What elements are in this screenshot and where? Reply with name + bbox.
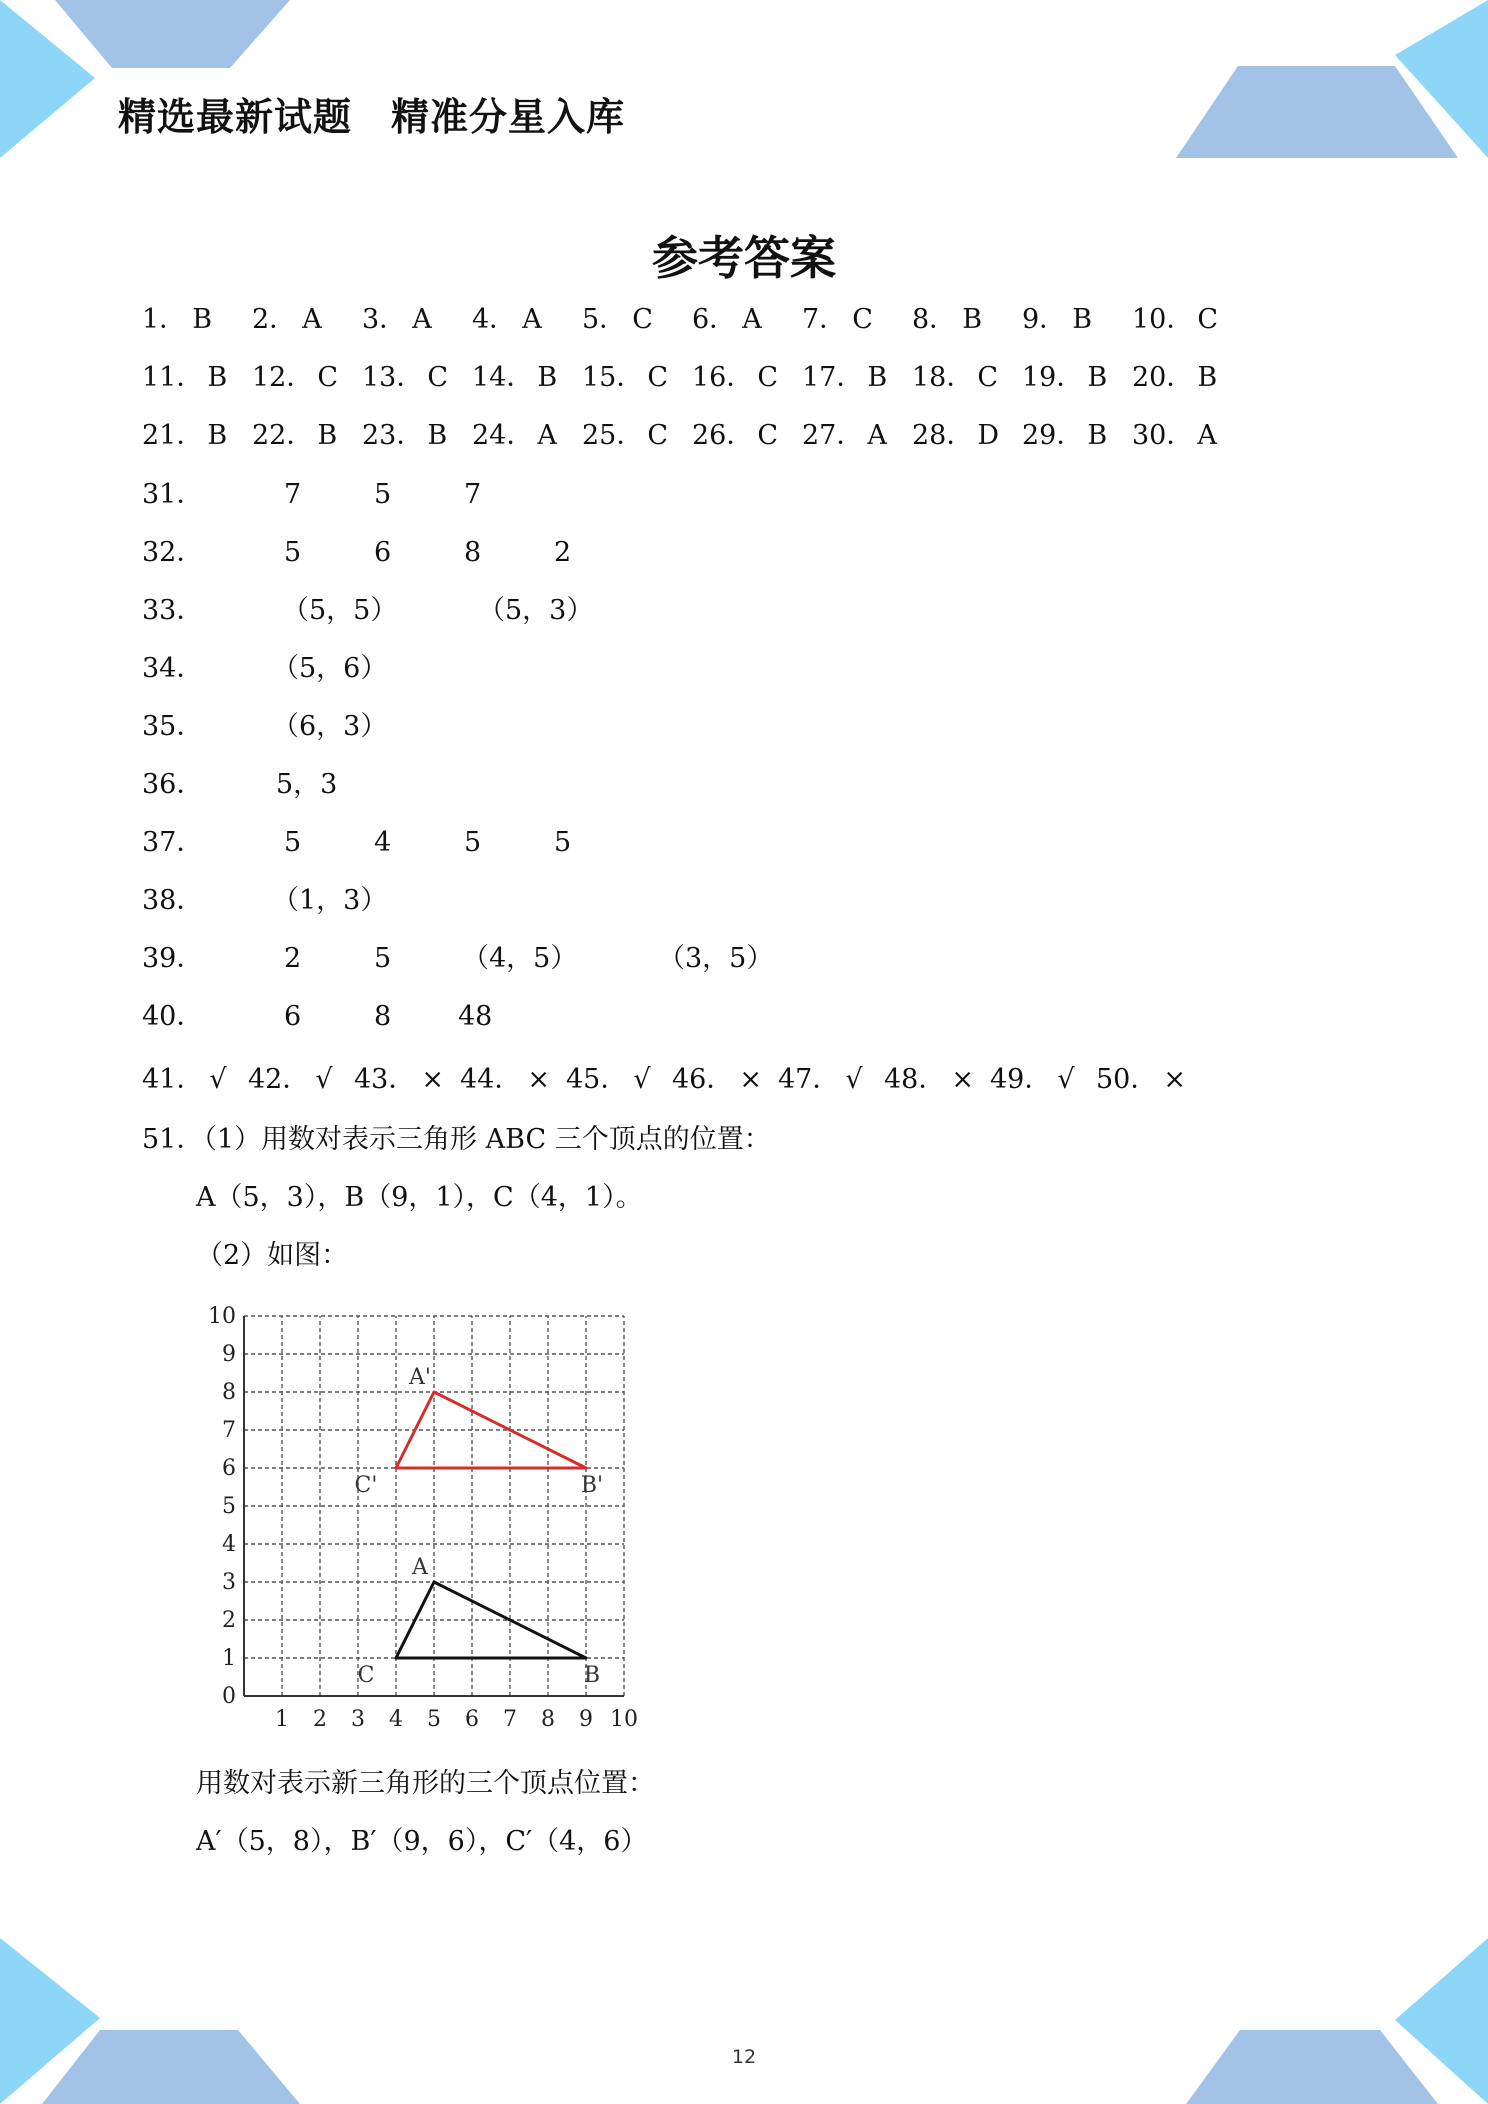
answer-value: （4，5） bbox=[462, 943, 578, 974]
y-tick-label: 9 bbox=[222, 1342, 236, 1367]
y-tick-label: 8 bbox=[222, 1380, 236, 1405]
q51-line3: （2）如图： bbox=[196, 1240, 349, 1271]
answer-value: 5 bbox=[554, 827, 572, 858]
question-number: 42． bbox=[248, 1064, 310, 1095]
answer-value: C bbox=[757, 362, 779, 393]
question-number: 23． bbox=[362, 420, 424, 451]
answer-value: 5 bbox=[284, 537, 302, 568]
answer-item bbox=[1022, 358, 1107, 398]
answer-value: × bbox=[739, 1064, 762, 1095]
question-number: 17． bbox=[802, 362, 864, 393]
question-number: 6． bbox=[692, 304, 737, 335]
question-number: 38． bbox=[142, 885, 204, 916]
answer-value: 4 bbox=[374, 827, 392, 858]
answer-item bbox=[672, 1060, 762, 1100]
answer-item bbox=[582, 300, 653, 340]
answer-value: √ bbox=[315, 1064, 333, 1095]
vertex-label: A' bbox=[409, 1365, 431, 1390]
answer-value: 5 bbox=[374, 943, 392, 974]
coordinate-grid-figure bbox=[200, 1298, 660, 1738]
answer-value: 5 bbox=[464, 827, 482, 858]
question-number: 11． bbox=[142, 362, 204, 393]
answer-item bbox=[1132, 416, 1217, 456]
answer-value: A bbox=[522, 304, 542, 335]
fill-row bbox=[142, 881, 942, 921]
answer-value: C bbox=[632, 304, 653, 335]
answer-value: B bbox=[1087, 420, 1108, 451]
answer-item bbox=[142, 300, 212, 340]
question-number: 43． bbox=[354, 1064, 416, 1095]
answer-item bbox=[472, 300, 542, 340]
question-number: 41． bbox=[142, 1064, 204, 1095]
answer-item bbox=[1132, 300, 1218, 340]
answer-value: A bbox=[537, 420, 557, 451]
answer-value: C bbox=[977, 362, 999, 393]
question-number: 47． bbox=[778, 1064, 840, 1095]
question-number: 49． bbox=[990, 1064, 1052, 1095]
answer-value: 7 bbox=[284, 479, 302, 510]
fill-row bbox=[142, 765, 942, 805]
fill-row bbox=[142, 939, 942, 979]
answer-item bbox=[692, 358, 778, 398]
answer-value: D bbox=[977, 420, 1000, 451]
y-tick-label: 3 bbox=[222, 1570, 236, 1595]
q51-line2: A（5，3），B（9，1），C（4，1）。 bbox=[196, 1182, 643, 1213]
answer-value: A bbox=[1197, 420, 1217, 451]
answer-item bbox=[142, 416, 227, 456]
fill-row bbox=[142, 997, 942, 1037]
answer-value: 5 bbox=[374, 479, 392, 510]
question-number: 31． bbox=[142, 479, 204, 510]
answer-value: （3，5） bbox=[658, 943, 774, 974]
answer-item bbox=[142, 358, 227, 398]
answer-value: （1，3） bbox=[272, 885, 388, 916]
question-number: 5． bbox=[582, 304, 627, 335]
question-number: 50． bbox=[1096, 1064, 1158, 1095]
answer-value: × bbox=[951, 1064, 974, 1095]
vertex-label: A bbox=[412, 1555, 428, 1580]
answer-value: × bbox=[527, 1064, 550, 1095]
question-number: 37． bbox=[142, 827, 204, 858]
answer-item bbox=[472, 416, 557, 456]
x-tick-label: 10 bbox=[610, 1707, 638, 1732]
answer-item bbox=[362, 416, 447, 456]
question-number: 29． bbox=[1022, 420, 1084, 451]
y-tick-label: 0 bbox=[222, 1684, 236, 1709]
answer-value: C bbox=[317, 362, 339, 393]
answer-value: √ bbox=[845, 1064, 863, 1095]
question-number: 34． bbox=[142, 653, 204, 684]
y-tick-label: 4 bbox=[222, 1532, 236, 1557]
answer-item bbox=[912, 416, 999, 456]
y-tick-label: 2 bbox=[222, 1608, 236, 1633]
question-number: 24． bbox=[472, 420, 534, 451]
question-number: 3． bbox=[362, 304, 407, 335]
answer-item bbox=[582, 416, 668, 456]
question-number: 33． bbox=[142, 595, 204, 626]
x-tick-label: 5 bbox=[427, 1707, 441, 1732]
fill-row bbox=[142, 707, 942, 747]
question-number: 36． bbox=[142, 769, 204, 800]
q51-line4: 用数对表示新三角形的三个顶点位置： bbox=[196, 1768, 655, 1799]
answer-item bbox=[1132, 358, 1217, 398]
answer-item bbox=[252, 416, 337, 456]
answer-item bbox=[252, 358, 338, 398]
question-number: 16． bbox=[692, 362, 754, 393]
answer-item bbox=[990, 1060, 1075, 1100]
answer-item bbox=[142, 1060, 227, 1100]
y-tick-label: 7 bbox=[222, 1418, 236, 1443]
x-tick-label: 6 bbox=[465, 1707, 479, 1732]
fill-row bbox=[142, 591, 942, 631]
x-tick-label: 4 bbox=[389, 1707, 403, 1732]
question-number: 44． bbox=[460, 1064, 522, 1095]
question-number: 4． bbox=[472, 304, 517, 335]
answer-value: × bbox=[1163, 1064, 1186, 1095]
question-number: 10． bbox=[1132, 304, 1194, 335]
answer-value: B bbox=[537, 362, 558, 393]
x-tick-label: 8 bbox=[541, 1707, 555, 1732]
answer-item bbox=[460, 1060, 550, 1100]
y-tick-label: 10 bbox=[208, 1304, 236, 1329]
question-number: 9． bbox=[1022, 304, 1067, 335]
answer-value: C bbox=[1197, 304, 1219, 335]
question-number: 27． bbox=[802, 420, 864, 451]
question-number: 12． bbox=[252, 362, 314, 393]
choice-row bbox=[142, 358, 1282, 398]
question-number: 45． bbox=[566, 1064, 628, 1095]
answer-value: B bbox=[962, 304, 983, 335]
choice-row bbox=[142, 300, 1282, 340]
answer-value: A bbox=[302, 304, 322, 335]
answer-value: 2 bbox=[284, 943, 302, 974]
fill-row bbox=[142, 649, 942, 689]
question-number: 19． bbox=[1022, 362, 1084, 393]
y-tick-label: 6 bbox=[222, 1456, 236, 1481]
question-number: 30． bbox=[1132, 420, 1194, 451]
answer-item bbox=[692, 300, 762, 340]
x-tick-label: 7 bbox=[503, 1707, 517, 1732]
vertex-label: B' bbox=[580, 1473, 604, 1498]
page-title: 参考答案 bbox=[652, 231, 836, 285]
vertex-label: C' bbox=[354, 1473, 378, 1498]
question-number: 25． bbox=[582, 420, 644, 451]
x-tick-label: 9 bbox=[579, 1707, 593, 1732]
answer-value: A bbox=[867, 420, 887, 451]
answer-item bbox=[778, 1060, 863, 1100]
answer-value: 5，3 bbox=[276, 769, 338, 800]
answer-item bbox=[1096, 1060, 1186, 1100]
answer-item bbox=[354, 1060, 444, 1100]
question-number: 15． bbox=[582, 362, 644, 393]
question-number: 32． bbox=[142, 537, 204, 568]
answer-item bbox=[912, 358, 998, 398]
answer-value: 6 bbox=[374, 537, 392, 568]
question-number: 46． bbox=[672, 1064, 734, 1095]
answer-value: 7 bbox=[464, 479, 482, 510]
x-tick-label: 3 bbox=[351, 1707, 365, 1732]
answer-item bbox=[912, 300, 982, 340]
judge-row-line bbox=[142, 1060, 1242, 1100]
answer-value: C bbox=[647, 420, 669, 451]
header-title: 精选最新试题 精准分星入库 bbox=[118, 95, 626, 139]
answer-value: C bbox=[852, 304, 873, 335]
answer-item bbox=[252, 300, 322, 340]
answer-value: B bbox=[207, 362, 228, 393]
answer-value: 8 bbox=[464, 537, 482, 568]
answer-item bbox=[1022, 300, 1092, 340]
answer-value: B bbox=[427, 420, 448, 451]
answer-item bbox=[362, 358, 448, 398]
answer-value: √ bbox=[1057, 1064, 1075, 1095]
answer-value: （5，3） bbox=[478, 595, 594, 626]
fill-row bbox=[142, 823, 942, 863]
question-number: 18． bbox=[912, 362, 974, 393]
answer-item bbox=[362, 300, 432, 340]
question-number: 2． bbox=[252, 304, 297, 335]
y-tick-label: 1 bbox=[222, 1646, 236, 1671]
question-number: 21． bbox=[142, 420, 204, 451]
answer-value: B bbox=[1087, 362, 1108, 393]
answer-item bbox=[884, 1060, 974, 1100]
answer-value: C bbox=[647, 362, 669, 393]
answer-value: C bbox=[427, 362, 449, 393]
fill-row bbox=[142, 475, 942, 515]
answer-value: B bbox=[867, 362, 888, 393]
answer-value: 2 bbox=[554, 537, 572, 568]
y-tick-label: 5 bbox=[222, 1494, 236, 1519]
answer-value: A bbox=[742, 304, 762, 335]
question-number: 13． bbox=[362, 362, 424, 393]
answer-value: B bbox=[192, 304, 213, 335]
vertex-label: C bbox=[357, 1663, 375, 1688]
answer-value: √ bbox=[209, 1064, 227, 1095]
x-tick-label: 2 bbox=[313, 1707, 327, 1732]
answer-value: A bbox=[412, 304, 432, 335]
page-number: 12 bbox=[731, 2046, 757, 2068]
question-number: 39． bbox=[142, 943, 204, 974]
answer-value: C bbox=[757, 420, 779, 451]
answer-value: √ bbox=[633, 1064, 651, 1095]
q51-line1: 51．（1）用数对表示三角形 ABC 三个顶点的位置： bbox=[142, 1124, 771, 1155]
q51-line5: A′（5，8），B′（9，6），C′（4，6） bbox=[196, 1826, 648, 1857]
question-number: 8． bbox=[912, 304, 957, 335]
x-tick-label: 1 bbox=[275, 1707, 289, 1732]
answer-item bbox=[472, 358, 557, 398]
question-number: 7． bbox=[802, 304, 847, 335]
answer-value: 5 bbox=[284, 827, 302, 858]
answer-value: B bbox=[207, 420, 228, 451]
choice-row bbox=[142, 416, 1282, 456]
question-number: 28． bbox=[912, 420, 974, 451]
answer-item bbox=[1022, 416, 1107, 456]
answer-item bbox=[692, 416, 778, 456]
question-number: 20． bbox=[1132, 362, 1194, 393]
question-number: 26． bbox=[692, 420, 754, 451]
answer-item bbox=[802, 300, 873, 340]
answer-value: （6，3） bbox=[272, 711, 388, 742]
answer-value: （5，6） bbox=[272, 653, 388, 684]
question-number: 35． bbox=[142, 711, 204, 742]
answer-item bbox=[802, 358, 887, 398]
answer-item bbox=[582, 358, 668, 398]
question-number: 48． bbox=[884, 1064, 946, 1095]
question-number: 1． bbox=[142, 304, 187, 335]
top-right-trapezoid bbox=[1176, 66, 1458, 158]
answer-value: （5，5） bbox=[282, 595, 398, 626]
answer-value: B bbox=[317, 420, 338, 451]
question-number: 14． bbox=[472, 362, 534, 393]
fill-row bbox=[142, 533, 942, 573]
answer-item bbox=[802, 416, 887, 456]
answer-value: 8 bbox=[374, 1001, 392, 1032]
question-number: 40． bbox=[142, 1001, 204, 1032]
answer-value: B bbox=[1197, 362, 1218, 393]
answer-value: B bbox=[1072, 304, 1093, 335]
answer-value: 6 bbox=[284, 1001, 302, 1032]
answer-value: × bbox=[421, 1064, 444, 1095]
answer-item bbox=[248, 1060, 333, 1100]
top-left-trapezoid bbox=[55, 0, 290, 68]
question-number: 22． bbox=[252, 420, 314, 451]
answer-item bbox=[566, 1060, 651, 1100]
answer-value: 48 bbox=[458, 1001, 493, 1032]
vertex-label: B bbox=[583, 1663, 601, 1688]
